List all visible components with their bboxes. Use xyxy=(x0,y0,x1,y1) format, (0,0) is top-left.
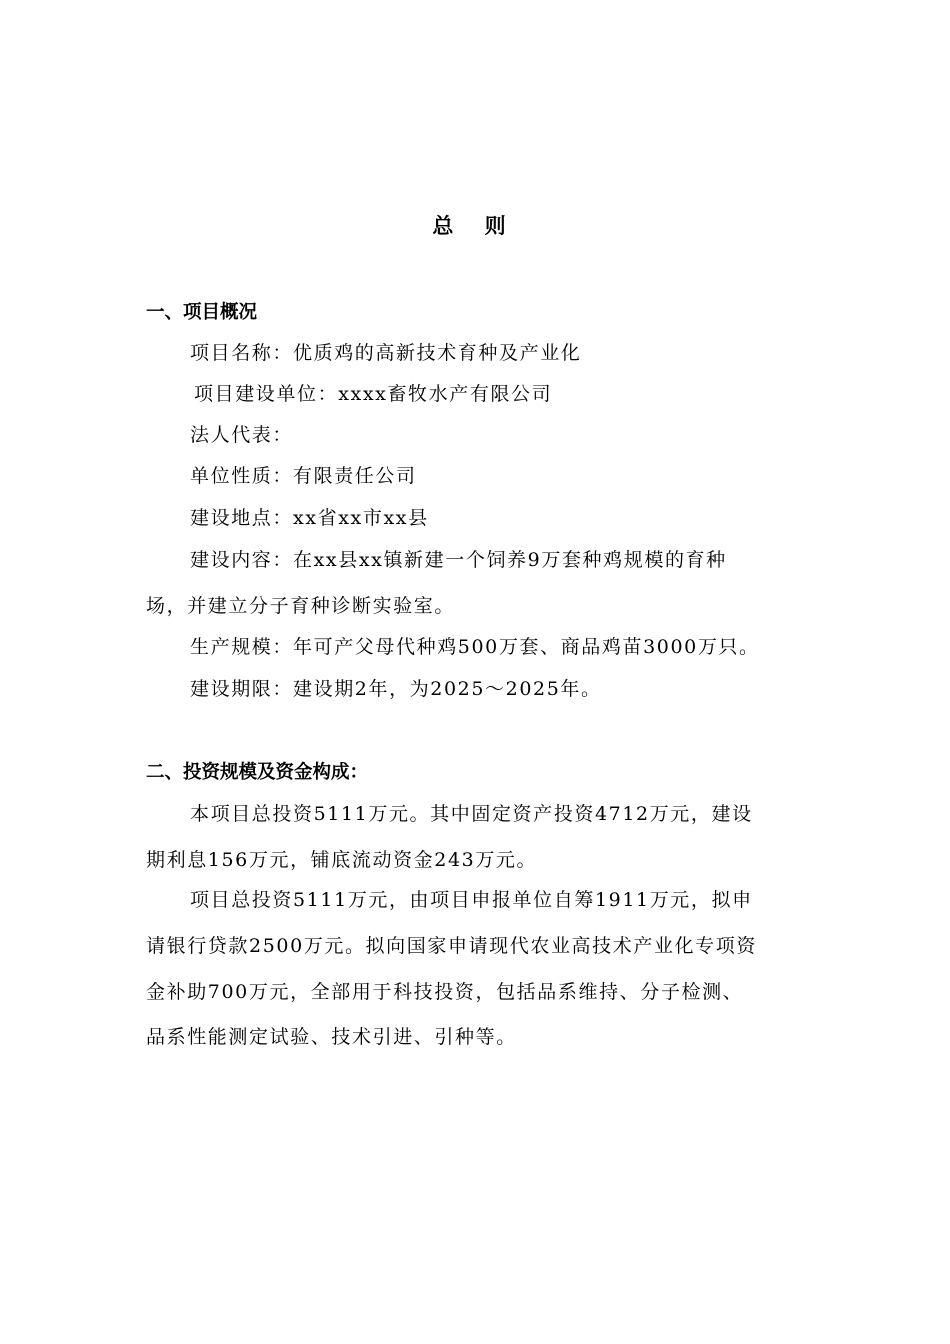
section-heading-investment: 二、投资规模及资金构成： xyxy=(146,762,369,783)
construction-period-line: 建设期限：建设期2年，为2025～2025年。 xyxy=(190,678,602,700)
investment-para2-line3: 金补助700万元，全部用于科技投资，包括品系维持、分子检测、 xyxy=(146,981,744,1003)
project-name-line: 项目名称：优质鸡的高新技术育种及产业化 xyxy=(190,342,582,364)
page-title: 总 则 xyxy=(432,214,518,238)
unit-nature-line: 单位性质：有限责任公司 xyxy=(190,465,417,487)
section-heading-overview: 一、项目概况 xyxy=(146,302,258,323)
project-builder-line: 项目建设单位：xxxx畜牧水产有限公司 xyxy=(194,383,553,405)
investment-para2-line4: 品系性能测定试验、技术引进、引种等。 xyxy=(146,1026,517,1048)
location-line: 建设地点：xx省xx市xx县 xyxy=(190,507,429,529)
investment-para2-line1: 项目总投资5111万元，由项目申报单位自筹1911万元，拟申 xyxy=(190,889,753,911)
investment-para1-line1: 本项目总投资5111万元。其中固定资产投资4712万元，建设 xyxy=(190,803,753,825)
production-scale-line: 生产规模：年可产父母代种鸡500万套、商品鸡苗3000万只。 xyxy=(190,636,760,658)
investment-para2-line2: 请银行贷款2500万元。拟向国家申请现代农业高技术产业化专项资 xyxy=(146,935,757,957)
investment-para1-line2: 期利息156万元，铺底流动资金243万元。 xyxy=(146,849,538,871)
legal-representative-line: 法人代表： xyxy=(190,424,294,446)
content-line-2: 场，并建立分子育种诊断实验室。 xyxy=(146,595,456,617)
content-line-1: 建设内容：在xx县xx镇新建一个饲养9万套种鸡规模的育种 xyxy=(190,549,727,571)
